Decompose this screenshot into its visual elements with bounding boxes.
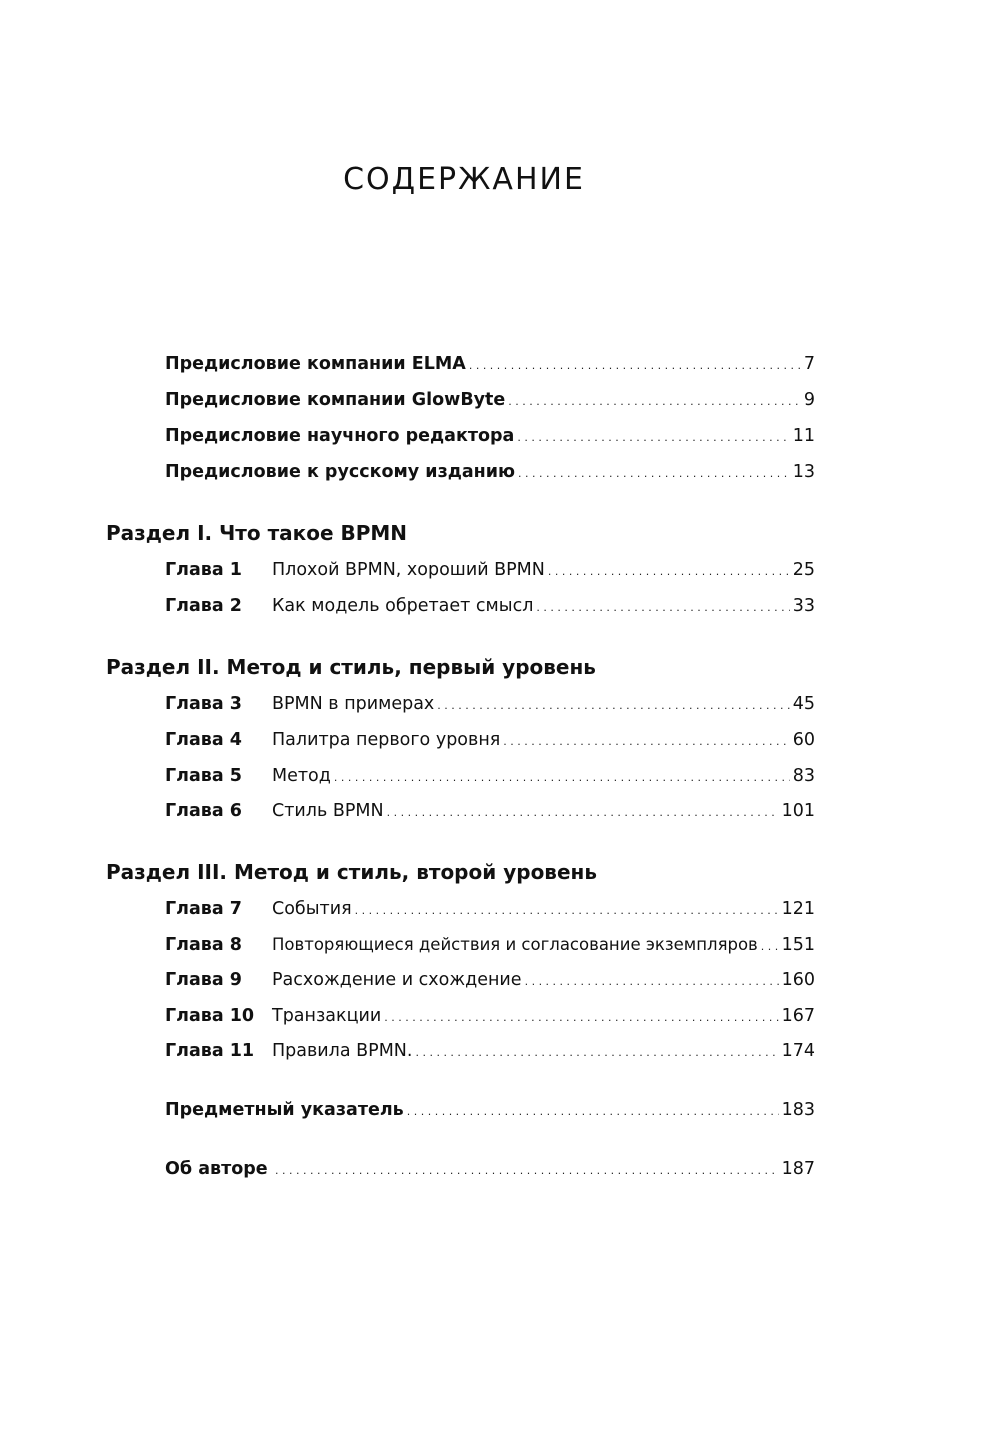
chapter-title: Метод xyxy=(272,766,331,786)
page-title: СОДЕРЖАНИЕ xyxy=(343,162,585,197)
toc-entry-chapter-3[interactable] xyxy=(165,692,815,718)
toc-entry-chapter-7[interactable] xyxy=(165,897,815,923)
entry-label: Предисловие компании GlowByte xyxy=(165,390,506,410)
dot-leader xyxy=(548,558,790,584)
page-number: 45 xyxy=(792,694,815,714)
dot-leader xyxy=(355,897,779,923)
chapter-title: BPMN в примерах xyxy=(272,694,435,714)
toc-entry-chapter-11[interactable] xyxy=(165,1039,815,1065)
dot-leader xyxy=(761,933,779,959)
section-heading-2: Раздел II. Метод и стиль, первый уровень xyxy=(106,655,596,679)
toc-entry-chapter-2[interactable] xyxy=(165,594,815,620)
page-number: 13 xyxy=(792,462,815,482)
dot-leader xyxy=(518,460,790,486)
entry-label: Предисловие к русскому изданию xyxy=(165,462,516,482)
dot-leader xyxy=(525,968,779,994)
dot-leader xyxy=(334,764,790,790)
section-heading-3: Раздел III. Метод и стиль, второй уровень xyxy=(106,860,597,884)
chapter-title: Стиль BPMN xyxy=(272,801,384,821)
dot-leader xyxy=(275,1157,779,1183)
chapter-title: Как модель обретает смысл xyxy=(272,596,534,616)
toc-entry-chapter-6[interactable] xyxy=(165,799,815,825)
page-number: 121 xyxy=(781,899,815,919)
entry-label: Предметный указатель xyxy=(165,1100,404,1120)
page-number: 60 xyxy=(792,730,815,750)
page-number: 101 xyxy=(781,801,815,821)
chapter-number: Глава 8 xyxy=(165,935,242,955)
page-number: 160 xyxy=(781,970,815,990)
entry-label: Об авторе xyxy=(165,1159,268,1179)
toc-entry-preface-russian[interactable] xyxy=(165,460,815,486)
chapter-title: Повторяющиеся действия и согласование экземпляров xyxy=(272,935,758,954)
chapter-title: Расхождение и схождение xyxy=(272,970,522,990)
page-number: 183 xyxy=(781,1100,815,1120)
chapter-number: Глава 3 xyxy=(165,694,242,714)
chapter-number: Глава 6 xyxy=(165,801,242,821)
dot-leader xyxy=(508,388,801,414)
chapter-number: Глава 7 xyxy=(165,899,242,919)
dot-leader xyxy=(517,424,789,450)
toc-entry-preface-glowbyte[interactable] xyxy=(165,388,815,414)
page-number: 33 xyxy=(792,596,815,616)
chapter-number: Глава 5 xyxy=(165,766,242,786)
page-number: 167 xyxy=(781,1006,815,1026)
page-number: 187 xyxy=(781,1159,815,1179)
toc-entry-index[interactable] xyxy=(165,1098,815,1124)
dot-leader xyxy=(407,1098,779,1124)
toc-entry-chapter-1[interactable] xyxy=(165,558,815,584)
dot-leader xyxy=(437,692,789,718)
toc-entry-about-author[interactable] xyxy=(165,1157,815,1183)
dot-leader xyxy=(387,799,779,825)
chapter-number: Глава 1 xyxy=(165,560,242,580)
page-number: 7 xyxy=(803,354,815,374)
page-number: 11 xyxy=(792,426,815,446)
chapter-number: Глава 11 xyxy=(165,1041,255,1061)
chapter-title: Транзакции xyxy=(272,1006,382,1026)
dot-leader xyxy=(415,1039,778,1065)
dot-leader xyxy=(536,594,789,620)
toc-entry-chapter-8[interactable] xyxy=(165,933,815,959)
toc-entry-preface-elma[interactable] xyxy=(165,352,815,378)
toc-entry-chapter-5[interactable] xyxy=(165,764,815,790)
page-number: 25 xyxy=(792,560,815,580)
dot-leader xyxy=(384,1004,778,1030)
chapter-number: Глава 10 xyxy=(165,1006,255,1026)
chapter-title: Правила BPMN. xyxy=(272,1041,413,1061)
dot-leader xyxy=(469,352,801,378)
dot-leader xyxy=(503,728,789,754)
section-heading-1: Раздел I. Что такое BPMN xyxy=(106,521,408,545)
entry-label: Предисловие научного редактора xyxy=(165,426,515,446)
chapter-title: События xyxy=(272,899,352,919)
entry-label: Предисловие компании ELMA xyxy=(165,354,466,374)
toc-entry-chapter-9[interactable] xyxy=(165,968,815,994)
chapter-number: Глава 2 xyxy=(165,596,242,616)
page-number: 9 xyxy=(803,390,815,410)
chapter-number: Глава 4 xyxy=(165,730,242,750)
chapter-title: Палитра первого уровня xyxy=(272,730,501,750)
page-number: 83 xyxy=(792,766,815,786)
toc-entry-chapter-4[interactable] xyxy=(165,728,815,754)
chapter-title: Плохой BPMN, хороший BPMN xyxy=(272,560,545,580)
chapter-number: Глава 9 xyxy=(165,970,242,990)
toc-entry-preface-editor[interactable] xyxy=(165,424,815,450)
page-number: 174 xyxy=(781,1041,815,1061)
toc-entry-chapter-10[interactable] xyxy=(165,1004,815,1030)
page-number: 151 xyxy=(781,935,815,955)
